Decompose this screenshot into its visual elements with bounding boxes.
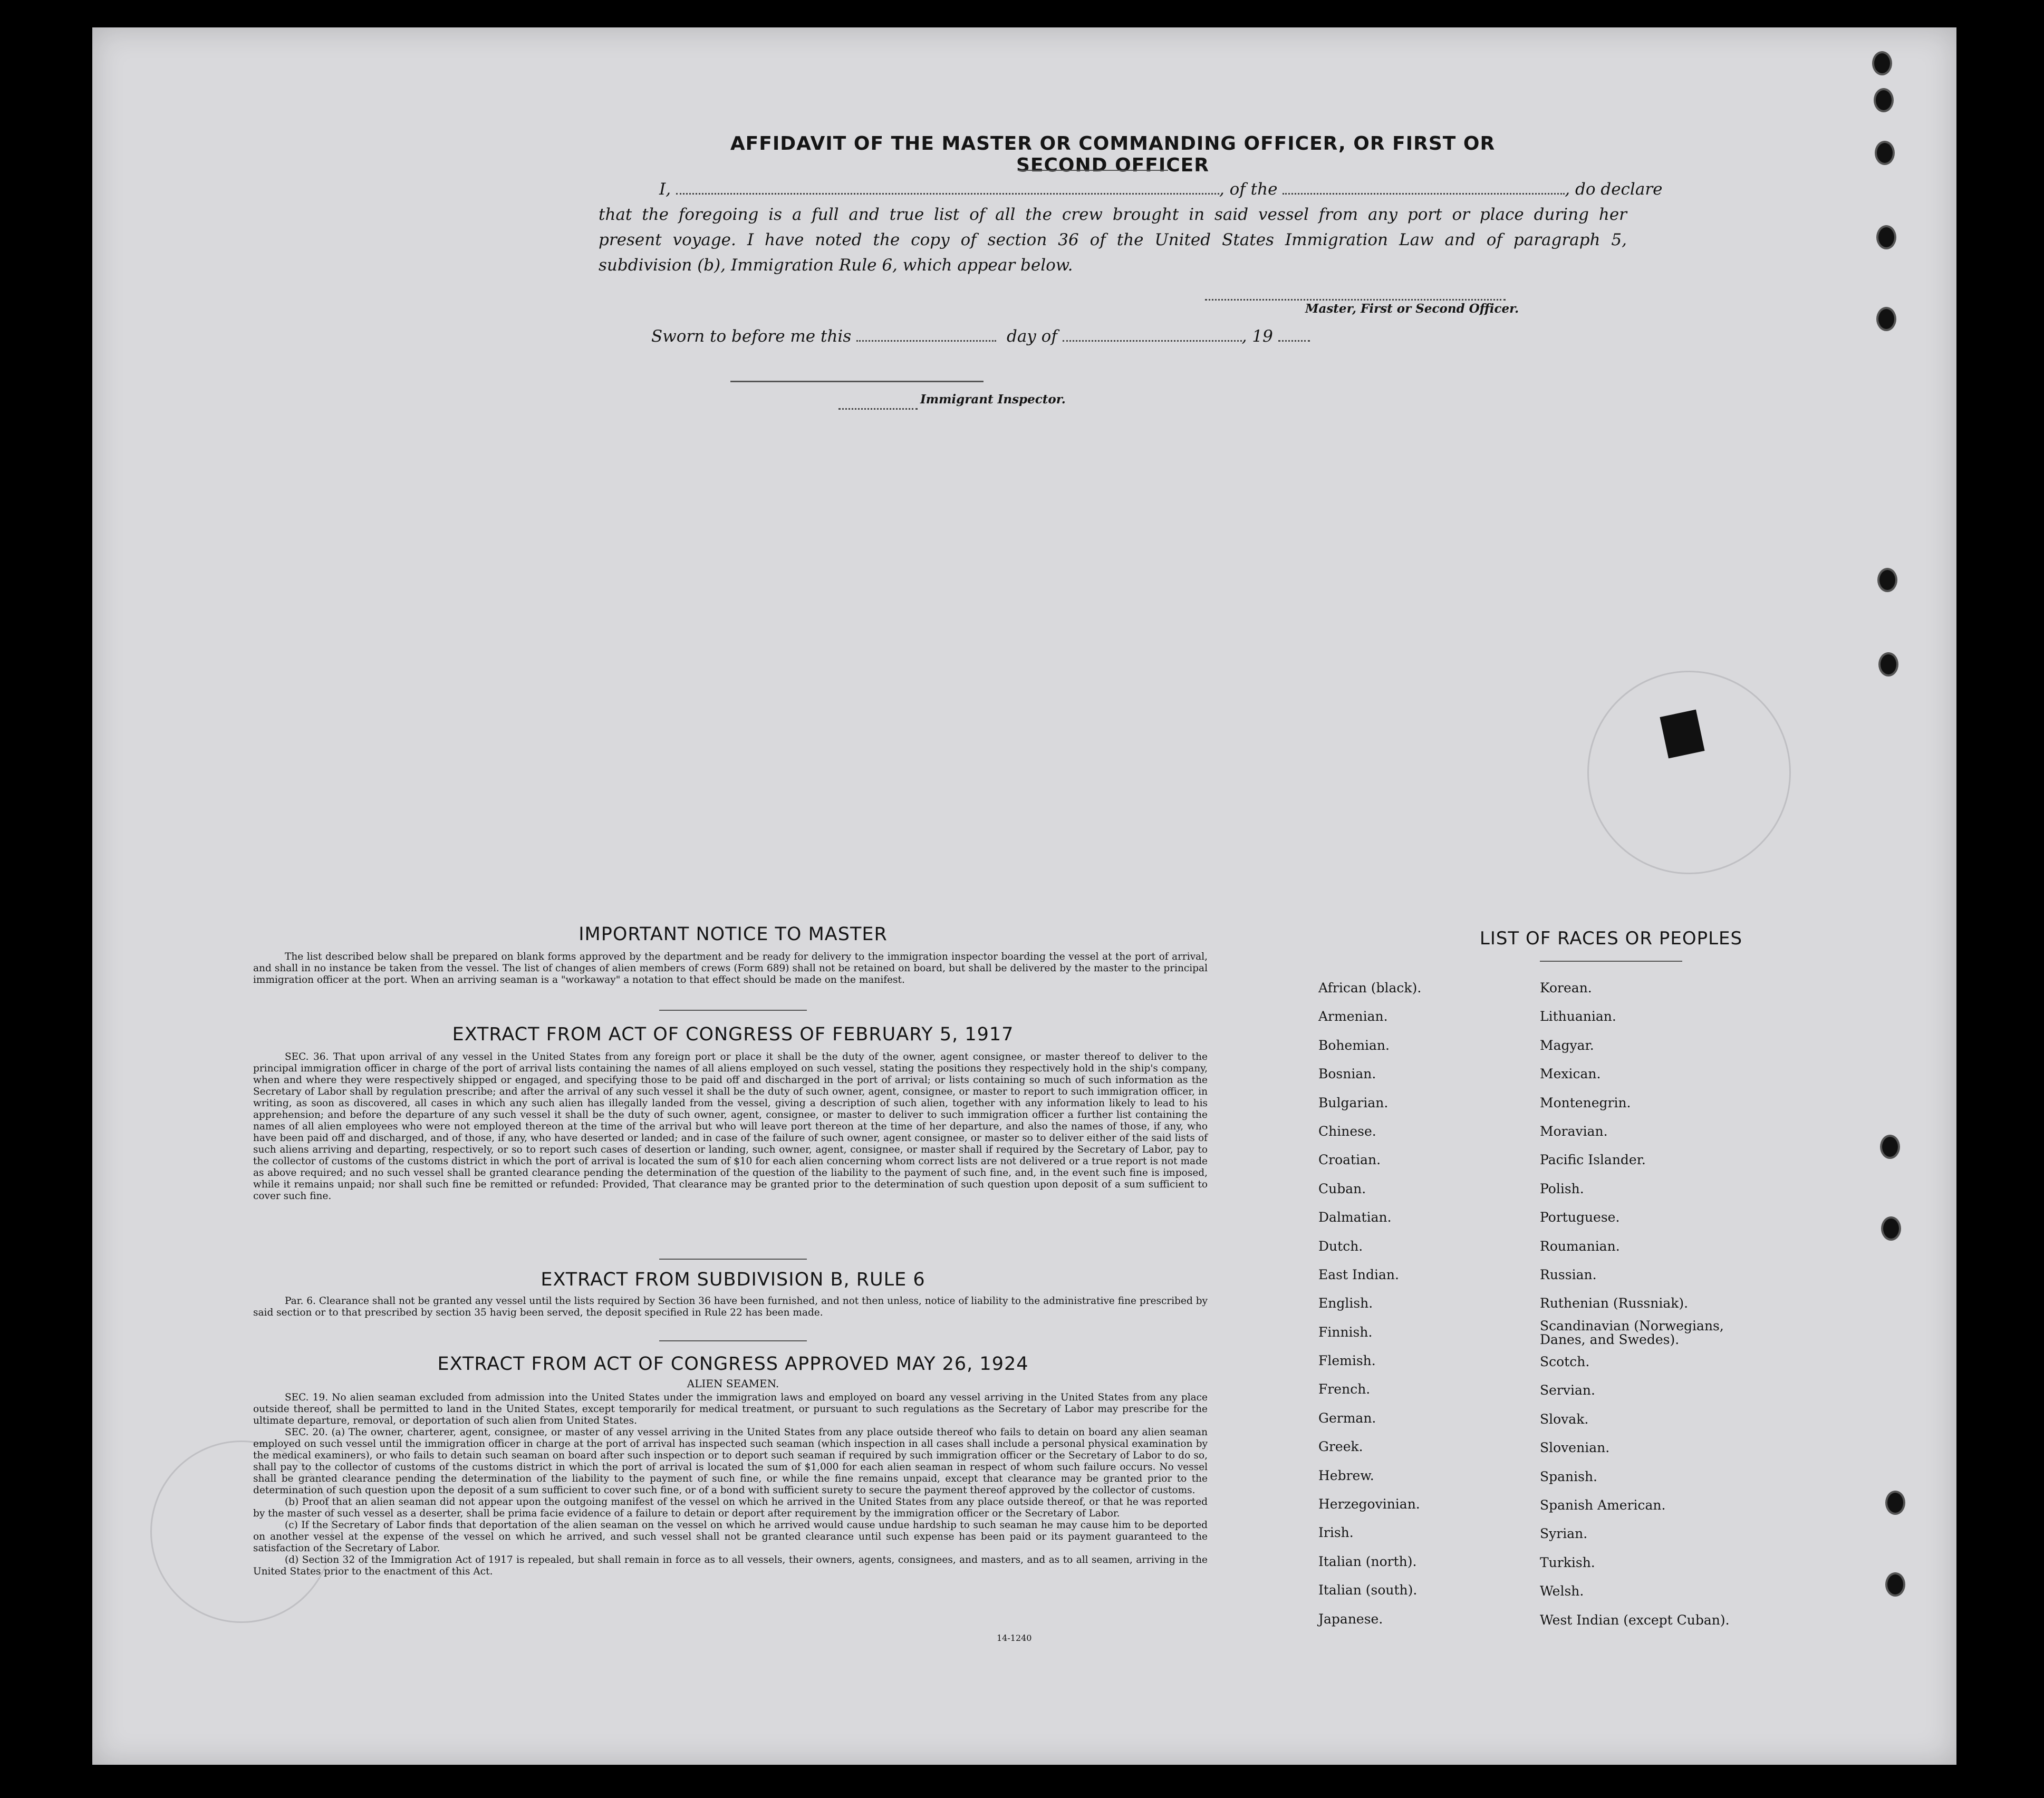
race-item: English.	[1318, 1296, 1373, 1311]
rule-6-text: Par. 6. Clearance shall not be granted any vessel until the lists required by Section 36 have been furnished, and not then unless, notice of liability to the administrative fine prescribed by said section or to that prescribed by section 35 havig been served, the deposit specified in Rule 22 has been made.	[253, 1296, 1208, 1318]
race-item: Turkish.	[1540, 1554, 1595, 1570]
master-signature-line[interactable]	[1205, 299, 1506, 301]
punch-hole	[1874, 88, 1894, 112]
race-item: Pacific Islander.	[1540, 1152, 1646, 1168]
embossed-seal-right	[1587, 671, 1791, 874]
name-blank[interactable]	[676, 193, 1219, 195]
month-blank[interactable]	[1063, 340, 1242, 342]
punch-hole	[1876, 225, 1896, 249]
race-item: Syrian.	[1540, 1526, 1588, 1542]
sec-20d-text: (d) Section 32 of the Immigration Act of 1917 is repealed, but shall remain in force as to all vessels, their owners, agents, consignees, and masters, and as to all seamen, arriving in the United States prior to the enactment of this Act.	[253, 1554, 1208, 1577]
inspector-signature-line[interactable]	[730, 381, 984, 382]
race-item: Bulgarian.	[1318, 1095, 1389, 1110]
document-page	[92, 27, 1956, 1765]
form-number: 14-1240	[997, 1633, 1032, 1643]
declaration-line-1	[599, 177, 1663, 202]
punch-hole	[1877, 568, 1897, 592]
vessel-blank[interactable]	[1283, 193, 1565, 195]
race-item: Chinese.	[1318, 1123, 1376, 1139]
race-item: Irish.	[1318, 1525, 1354, 1541]
race-item: Welsh.	[1540, 1583, 1584, 1599]
race-item: Greek.	[1318, 1439, 1363, 1455]
race-item: East Indian.	[1318, 1267, 1399, 1282]
race-item: French.	[1318, 1381, 1371, 1397]
race-item: Spanish.	[1540, 1468, 1598, 1484]
race-item: Scandinavian (Norwegians, Danes, and Swedes).	[1540, 1318, 1724, 1347]
notice-title: IMPORTANT NOTICE TO MASTER	[579, 924, 888, 945]
race-item: Moravian.	[1540, 1123, 1608, 1139]
declaration-line-4: subdivision (b), Immigration Rule 6, which appear below.	[599, 256, 1073, 275]
punch-hole	[1878, 652, 1898, 676]
punch-hole	[1880, 1135, 1900, 1159]
affidavit-declaration	[599, 177, 1663, 278]
affidavit-do-declare: , do declare	[1565, 180, 1663, 199]
year-label: , 19	[1241, 327, 1273, 346]
master-signature-label: Master, First or Second Officer.	[1305, 302, 1519, 316]
race-item: Roumanian.	[1540, 1238, 1620, 1254]
race-item: Armenian.	[1318, 1009, 1388, 1024]
race-item: Italian (south).	[1318, 1582, 1418, 1598]
race-item: Lithuanian.	[1540, 1009, 1616, 1024]
section-divider	[659, 1259, 807, 1260]
declaration-line-3: present voyage. I have noted the copy of section 36 of the United States Immigration Law and of paragraph 5,	[599, 230, 1627, 249]
affidavit-title: AFFIDAVIT OF THE MASTER OR COMMANDING OFFICER, OR FIRST OR SECOND OFFICER	[730, 133, 1496, 176]
races-divider	[1540, 961, 1682, 962]
race-item: Bohemian.	[1318, 1037, 1390, 1053]
affidavit-of-the: , of the	[1219, 180, 1278, 199]
race-item: Russian.	[1540, 1267, 1597, 1282]
declaration-line-2: that the foregoing is a full and true list of all the crew brought in said vessel from any port or place during her	[599, 205, 1627, 224]
section-divider	[659, 1340, 807, 1341]
sworn-line	[651, 327, 1310, 346]
race-item: Servian.	[1540, 1383, 1595, 1398]
sec-20c-text: (c) If the Secretary of Labor finds that deportation of the alien seaman on the vessel on which he arrived would cause undue hardship to such seaman he may cause him to be deported on another vessel at the expense of the vessel on which he arrived, and such vessel shall not be granted clearance until such expense has been paid or its payment guaranteed to the satisfaction of the Secretary of Labor.	[253, 1520, 1208, 1554]
race-item: Croatian.	[1318, 1152, 1381, 1168]
race-item: Polish.	[1540, 1181, 1584, 1196]
race-item: Ruthenian (Russniak).	[1540, 1296, 1689, 1311]
race-item: Finnish.	[1318, 1324, 1373, 1340]
sec-20a-text: SEC. 20. (a) The owner, charterer, agent, consignee, or master of any vessel arriving in the United States from any place outside thereof who fails to detain on board any alien seaman employed on such vessel until the immigration officer in charge at the port of arrival has inspected such seaman (which inspection in all cases shall include a personal physical examination by the medical examiners), or who fails to detain such seaman on board after such inspection or to deport such seaman if required by such immigration officer or the Secretary of Labor to do so, shall pay to the collector of customs of the customs district in which the port of arrival is located the sum of $1,000 for each alien seaman in respect of whom such failure occurs. No vessel shall be granted clearance pending the determination of the liability to the payment of such fine, or while the fine remains unpaid, except that clearance may be granted prior to the determination of such question upon the deposit of a sum sufficient to cover such fine, or of a bond with sufficient surety to secure the payment thereof approved by the collector of customs.	[253, 1427, 1208, 1496]
race-item: African (black).	[1318, 980, 1422, 995]
affidavit-i: I,	[659, 180, 671, 199]
sworn-label: Sworn to before me this	[651, 327, 852, 346]
punch-hole	[1881, 1216, 1901, 1241]
punch-hole	[1872, 51, 1892, 75]
act-1924-body	[253, 1392, 1208, 1578]
race-item: Slovak.	[1540, 1411, 1589, 1427]
race-item: West Indian (except Cuban).	[1540, 1612, 1730, 1628]
race-item: Mexican.	[1540, 1066, 1601, 1082]
race-item: Portuguese.	[1540, 1210, 1620, 1225]
race-item: Spanish American.	[1540, 1497, 1666, 1513]
act-1924-subtitle: ALIEN SEAMEN.	[687, 1377, 779, 1390]
inspector-dotted-line	[838, 408, 918, 410]
punch-hole	[1875, 141, 1895, 165]
race-item: Slovenian.	[1540, 1440, 1610, 1456]
race-item: German.	[1318, 1410, 1376, 1426]
sec-20b-text: (b) Proof that an alien seaman did not appear upon the outgoing manifest of the vessel on which he arrived in the United States from any place outside thereof, or that he was reported by the master of such vessel as a deserter, shall be prima facie evidence of a failure to detain or deport after requirement by the immigration officer or the Secretary of Labor.	[253, 1496, 1208, 1519]
punch-hole	[1885, 1491, 1905, 1515]
sec-19-text: SEC. 19. No alien seaman excluded from admission into the United States under the immigration laws and employed on board any vessel arriving in the United States from any place outside thereof, shall be permitted to land in the United States, except temporarily for medical treatment, or pursuant to such regulations as the Secretary of Labor may prescribe for the ultimate departure, removal, or deportation of such alien from United States.	[253, 1392, 1208, 1426]
act-1924-title: EXTRACT FROM ACT OF CONGRESS APPROVED MAY 26, 1924	[437, 1354, 1029, 1375]
race-item: Dalmatian.	[1318, 1210, 1392, 1225]
inspector-label: Immigrant Inspector.	[920, 392, 1066, 407]
act-1917-title: EXTRACT FROM ACT OF CONGRESS OF FEBRUARY 5, 1917	[452, 1024, 1014, 1045]
notice-text: The list described below shall be prepared on blank forms approved by the department and be ready for delivery to the immigration inspector boarding the vessel at the port of arrival, and shall in no instance be taken from the vessel. The list of changes of alien members of crews (Form 689) shall not be retained on board, but shall be delivered by the master to the principal immigration officer at the port. When an arriving seaman is a "workaway" a notation to that effect should be made on the manifest.	[253, 951, 1208, 985]
race-item: Hebrew.	[1318, 1467, 1374, 1483]
punch-hole	[1876, 307, 1896, 331]
race-item: Japanese.	[1318, 1611, 1383, 1627]
race-item: Flemish.	[1318, 1353, 1376, 1369]
race-item: Italian (north).	[1318, 1553, 1417, 1569]
act-1917-text: SEC. 36. That upon arrival of any vessel in the United States from any foreign port or place it shall be the duty of the owner, agent consignee, or master thereof to deliver to the principal immigration officer in charge of the port of arrival lists containing the names of all aliens employed on such vessel, stating the positions they respectively hold in the ship's company, when and where they were respectively shipped or engaged, and specifying those to be paid off and discharged in the port of arrival; or lists containing so much of such information as the Secretary of Labor shall by regulation prescribe; and after the arrival of any such vessel it shall be the duty of such owner, agent, consignee, or master to report to such immigration officer, in writing, as soon as discovered, all cases in which any such alien has illegally landed from the vessel, giving a description of such alien, together with any information likely to lead to his apprehension; and before the departure of any such vessel it shall be the duty of such owner, agent, consignee, or master to deliver to such immigration officer a further list containing the names of all alien employees who were not employed thereon at the time of the arrival but who will leave port thereon at the time of her departure, and also the names of those, if any, who have been paid off and discharged, and of those, if any, who have deserted or landed; and in case of the failure of such owner, agent consignee, or master so to deliver either of the said lists of such aliens arriving and departing, respectively, or so to report such cases of desertion or landing, such owner, agent, consignee, or master shall if required by the Secretary of Labor, pay to the collector of customs of the customs district in which the port of arrival is located the sum of $10 for each alien concerning whom correct lists are not delivered or a true report is not made as above required; and no such vessel shall be granted clearance pending the determination of the question of the liability to the payment of such fine, and, in the event such fine is imposed, while it remains unpaid; nor shall such fine be remitted or refunded: Provided, That clearance may be granted prior to the determination of such question upon deposit of a sum sufficient to cover such fine.	[253, 1051, 1208, 1202]
races-left-column	[1318, 974, 1529, 1633]
day-of-label: day of	[1006, 327, 1057, 346]
section-divider	[659, 1010, 807, 1011]
race-item: Korean.	[1540, 980, 1592, 995]
race-item: Cuban.	[1318, 1181, 1366, 1196]
race-item: Montenegrin.	[1540, 1095, 1631, 1110]
race-item: Magyar.	[1540, 1037, 1594, 1053]
year-blank[interactable]	[1278, 340, 1310, 342]
rule-6-title: EXTRACT FROM SUBDIVISION B, RULE 6	[541, 1269, 925, 1290]
day-blank[interactable]	[856, 340, 996, 342]
title-divider	[1018, 170, 1168, 171]
race-item: Herzegovinian.	[1318, 1496, 1420, 1512]
race-item: Scotch.	[1540, 1354, 1590, 1370]
races-title: LIST OF RACES OR PEOPLES	[1479, 928, 1743, 949]
race-item: Bosnian.	[1318, 1066, 1376, 1082]
races-right-column	[1540, 974, 1761, 1635]
race-item: Dutch.	[1318, 1238, 1363, 1254]
punch-hole	[1885, 1572, 1905, 1597]
